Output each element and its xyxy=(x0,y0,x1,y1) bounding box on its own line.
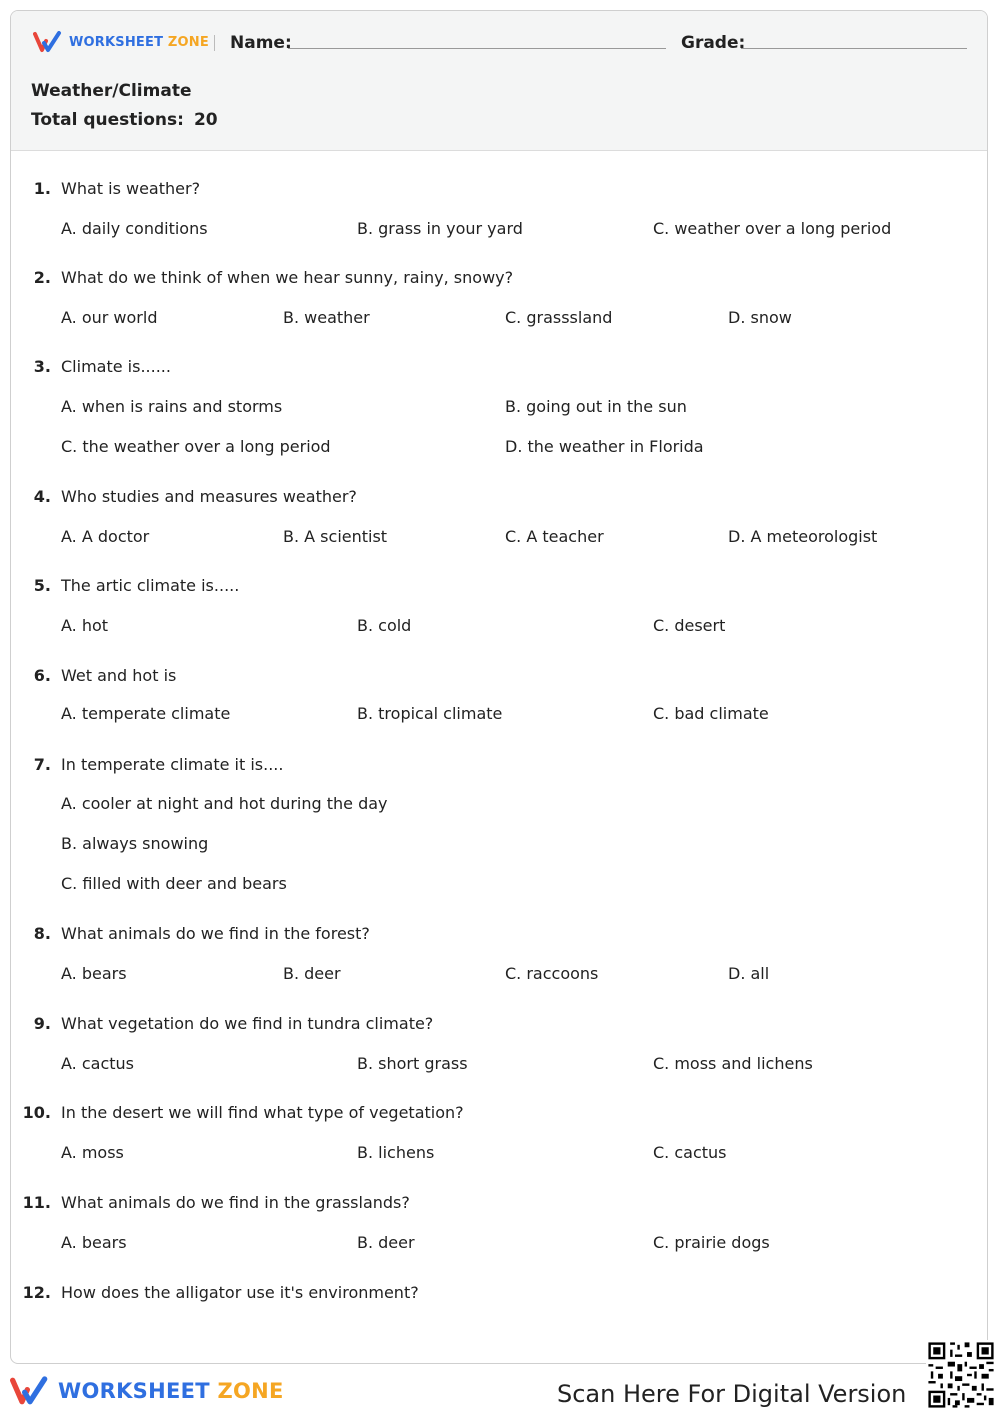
total-questions xyxy=(31,110,218,130)
worksheet-page xyxy=(10,10,988,1364)
question-number: 11. xyxy=(22,1193,51,1212)
answer-option[interactable]: D. the weather in Florida xyxy=(505,437,704,456)
answer-option[interactable]: D. snow xyxy=(728,308,792,327)
question-number: 4. xyxy=(33,487,51,506)
question-text: What animals do we find in the grasslands? xyxy=(61,1193,410,1212)
answer-option[interactable]: B. lichens xyxy=(357,1143,435,1162)
grade-label: Grade: xyxy=(681,33,746,53)
answer-option[interactable]: A. our world xyxy=(61,308,158,327)
answer-option[interactable]: A. daily conditions xyxy=(61,219,208,238)
question-number: 9. xyxy=(33,1014,51,1033)
worksheetzone-logo xyxy=(33,31,209,53)
answer-option[interactable]: B. tropical climate xyxy=(357,704,503,723)
answer-option[interactable]: C. bad climate xyxy=(653,704,769,723)
answer-option[interactable]: A. moss xyxy=(61,1143,124,1162)
answer-option[interactable]: C. the weather over a long period xyxy=(61,437,331,456)
answer-option[interactable]: C. raccoons xyxy=(505,964,599,983)
question-text: In the desert we will find what type of vegetation? xyxy=(61,1103,464,1122)
question-text: The artic climate is..... xyxy=(61,576,240,595)
name-field[interactable] xyxy=(288,48,666,49)
question-text: What is weather? xyxy=(61,179,201,198)
logo-icon xyxy=(33,31,63,53)
question-number: 5. xyxy=(33,576,51,595)
logo-text: WORKSHEET ZONE xyxy=(69,34,209,50)
answer-option[interactable]: C. A teacher xyxy=(505,527,604,546)
question-text: What do we think of when we hear sunny, rainy, snowy? xyxy=(61,268,514,287)
scan-text: Scan Here For Digital Version xyxy=(557,1380,907,1408)
question-text: How does the alligator use it's environment? xyxy=(61,1283,419,1302)
name-label: Name: xyxy=(230,33,292,53)
question-number: 6. xyxy=(33,666,51,685)
grade-field[interactable] xyxy=(741,48,967,49)
answer-option[interactable]: C. moss and lichens xyxy=(653,1054,813,1073)
question-text: What animals do we find in the forest? xyxy=(61,924,370,943)
question-text: In temperate climate it is.... xyxy=(61,755,284,774)
question-number: 3. xyxy=(33,357,51,376)
answer-option[interactable]: A. A doctor xyxy=(61,527,150,546)
answer-option[interactable]: B. weather xyxy=(283,308,370,327)
answer-option[interactable]: C. weather over a long period xyxy=(653,219,892,238)
answer-option[interactable]: D. A meteorologist xyxy=(728,527,878,546)
answer-option[interactable]: A. bears xyxy=(61,1233,127,1252)
answer-option[interactable]: C. prairie dogs xyxy=(653,1233,770,1252)
qr-code-icon[interactable] xyxy=(926,1340,996,1410)
question-text: Wet and hot is xyxy=(61,666,177,685)
question-number: 7. xyxy=(33,755,51,774)
question-number: 2. xyxy=(33,268,51,287)
header-divider xyxy=(214,35,215,51)
question-text: What vegetation do we find in tundra climate? xyxy=(61,1014,434,1033)
answer-option[interactable]: C. cactus xyxy=(653,1143,727,1162)
answer-option[interactable]: A. hot xyxy=(61,616,109,635)
question-number: 10. xyxy=(22,1103,51,1122)
answer-option[interactable]: B. going out in the sun xyxy=(505,397,687,416)
worksheet-title: Weather/Climate xyxy=(31,81,192,101)
worksheet-header xyxy=(11,11,987,151)
answer-option[interactable]: C. grasssland xyxy=(505,308,613,327)
question-text: Climate is...... xyxy=(61,357,171,376)
answer-option[interactable]: C. filled with deer and bears xyxy=(61,874,287,893)
answer-option[interactable]: B. short grass xyxy=(357,1054,468,1073)
answer-option[interactable]: B. deer xyxy=(283,964,341,983)
answer-option[interactable]: A. when is rains and storms xyxy=(61,397,283,416)
total-questions-label: Total questions: xyxy=(31,110,184,130)
question-number: 8. xyxy=(33,924,51,943)
answer-option[interactable]: B. A scientist xyxy=(283,527,388,546)
question-number: 1. xyxy=(33,179,51,198)
answer-option[interactable]: B. grass in your yard xyxy=(357,219,523,238)
answer-option[interactable]: B. always snowing xyxy=(61,834,209,853)
question-number: 12. xyxy=(22,1283,51,1302)
answer-option[interactable]: C. desert xyxy=(653,616,726,635)
worksheetzone-logo-footer xyxy=(10,1376,284,1406)
answer-option[interactable]: B. deer xyxy=(357,1233,415,1252)
logo-icon xyxy=(10,1376,50,1406)
page-footer xyxy=(0,1364,1000,1414)
answer-option[interactable]: B. cold xyxy=(357,616,412,635)
logo-text: WORKSHEET ZONE xyxy=(58,1379,284,1403)
question-text: Who studies and measures weather? xyxy=(61,487,357,506)
answer-option[interactable]: D. all xyxy=(728,964,770,983)
total-questions-value: 20 xyxy=(193,110,218,130)
answer-option[interactable]: A. cactus xyxy=(61,1054,134,1073)
answer-option[interactable]: A. temperate climate xyxy=(61,704,231,723)
answer-option[interactable]: A. bears xyxy=(61,964,127,983)
answer-option[interactable]: A. cooler at night and hot during the day xyxy=(61,794,388,813)
